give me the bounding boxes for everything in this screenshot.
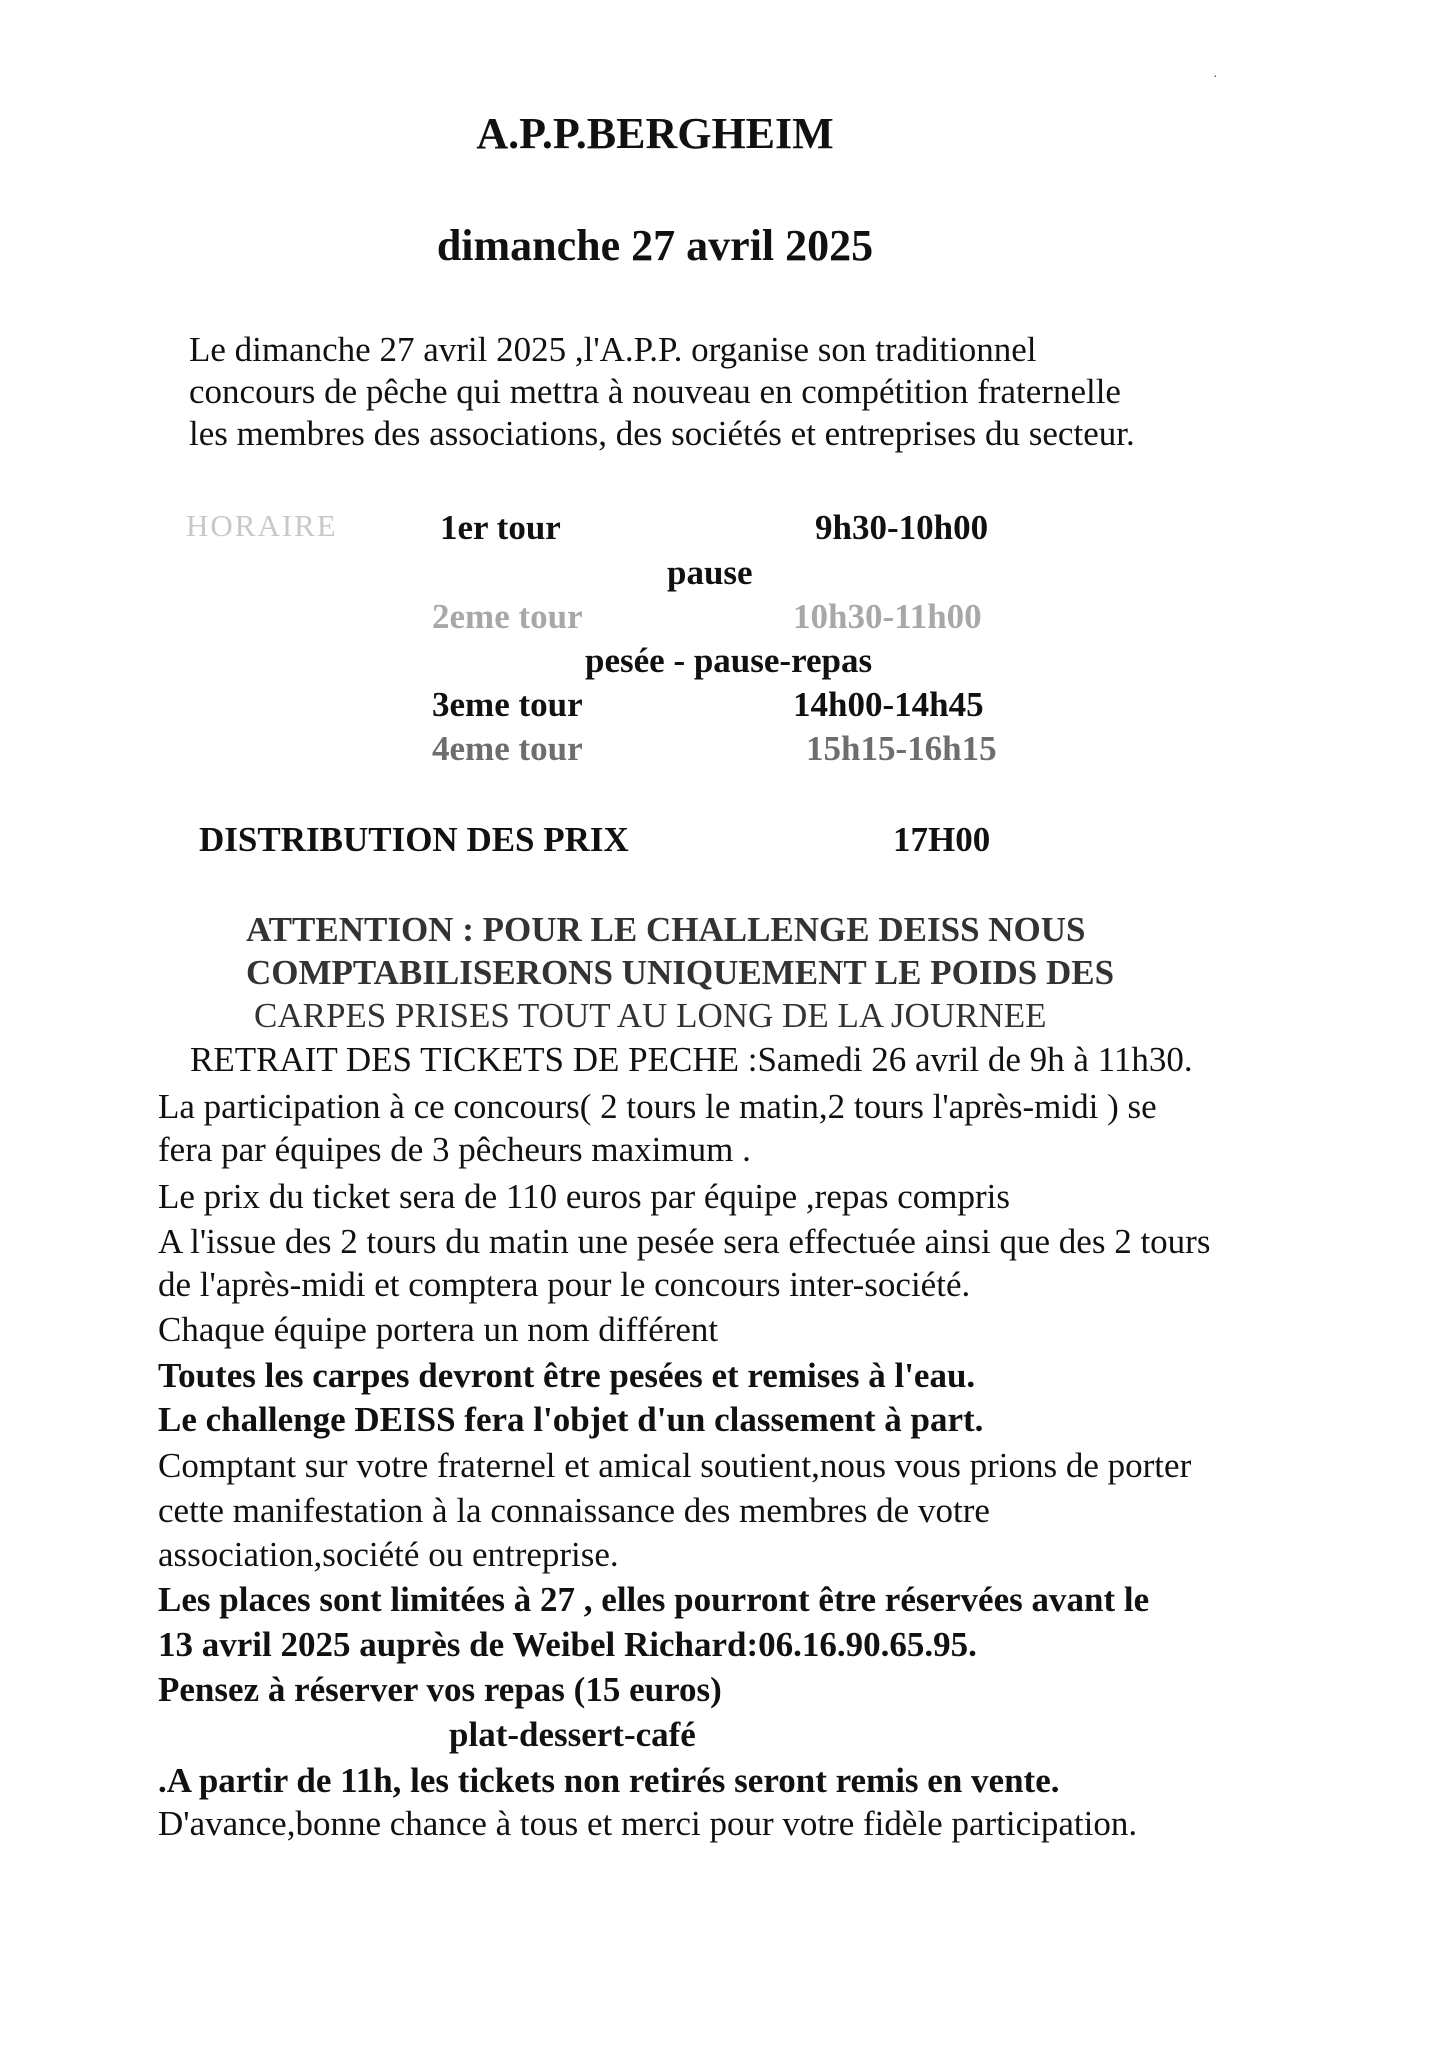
schedule-row-name: 4eme tour — [432, 729, 583, 768]
schedule-break: pause — [667, 553, 753, 592]
schedule-row-time: 9h30-10h00 — [815, 508, 989, 547]
detail-line: RETRAIT DES TICKETS DE PECHE :Samedi 26 avril de 9h à 11h30. — [190, 1040, 1193, 1079]
detail-line: de l'après-midi et comptera pour le concours inter-société. — [158, 1265, 971, 1304]
schedule-row-time: 10h30-11h00 — [793, 597, 982, 636]
attention-line-2: COMPTABILISERONS UNIQUEMENT LE POIDS DES — [246, 953, 1115, 992]
schedule-row-time: 14h00-14h45 — [793, 685, 984, 724]
detail-line: Toutes les carpes devront être pesées et remises à l'eau. — [158, 1356, 976, 1395]
detail-line: plat-dessert-café — [449, 1715, 696, 1754]
detail-line: D'avance,bonne chance à tous et merci pour votre fidèle participation. — [158, 1804, 1138, 1843]
schedule-row-time: 15h15-16h15 — [806, 729, 997, 768]
detail-line: Le prix du ticket sera de 110 euros par équipe ,repas compris — [158, 1177, 1011, 1216]
detail-line: fera par équipes de 3 pêcheurs maximum . — [158, 1130, 751, 1169]
schedule-row-name: 1er tour — [440, 508, 561, 547]
detail-line: association,société ou entreprise. — [158, 1535, 619, 1574]
detail-line: Comptant sur votre fraternel et amical soutient,nous vous prions de porter — [158, 1446, 1192, 1485]
prizes-time: 17H00 — [893, 820, 991, 859]
event-date-title: dimanche 27 avril 2025 — [436, 221, 874, 270]
schedule-row-name: 3eme tour — [432, 685, 583, 724]
detail-line: cette manifestation à la connaissance des membres de votre — [158, 1491, 990, 1530]
prizes-label: DISTRIBUTION DES PRIX — [199, 820, 629, 859]
schedule-row-name: 2eme tour — [432, 597, 583, 636]
detail-line: Chaque équipe portera un nom différent — [158, 1310, 719, 1349]
detail-line: Le challenge DEISS fera l'objet d'un classement à part. — [158, 1400, 984, 1439]
detail-line: Pensez à réserver vos repas (15 euros) — [158, 1670, 722, 1709]
detail-line: 13 avril 2025 auprès de Weibel Richard:06.16.90.65.95. — [158, 1625, 977, 1664]
detail-line: Les places sont limitées à 27 , elles pourront être réservées avant le — [158, 1580, 1150, 1619]
scan-mark: · — [1213, 70, 1218, 85]
schedule-break: pesée - pause-repas — [585, 641, 873, 680]
detail-line: .A partir de 11h, les tickets non retirés seront remis en vente. — [158, 1761, 1060, 1800]
organization-title: A.P.P.BERGHEIM — [476, 109, 834, 158]
intro-line-1: Le dimanche 27 avril 2025 ,l'A.P.P. organise son traditionnel — [189, 330, 1037, 369]
detail-line: A l'issue des 2 tours du matin une pesée sera effectuée ainsi que des 2 tours — [158, 1222, 1211, 1261]
attention-line-3: CARPES PRISES TOUT AU LONG DE LA JOURNEE — [254, 996, 1047, 1035]
intro-line-2: concours de pêche qui mettra à nouveau en compétition fraternelle — [189, 372, 1121, 411]
detail-line: La participation à ce concours( 2 tours le matin,2 tours l'après-midi ) se — [158, 1087, 1157, 1126]
schedule-label: HORAIRE — [186, 508, 338, 543]
intro-line-3: les membres des associations, des sociétés et entreprises du secteur. — [189, 414, 1135, 453]
attention-line-1: ATTENTION : POUR LE CHALLENGE DEISS NOUS — [246, 910, 1086, 949]
